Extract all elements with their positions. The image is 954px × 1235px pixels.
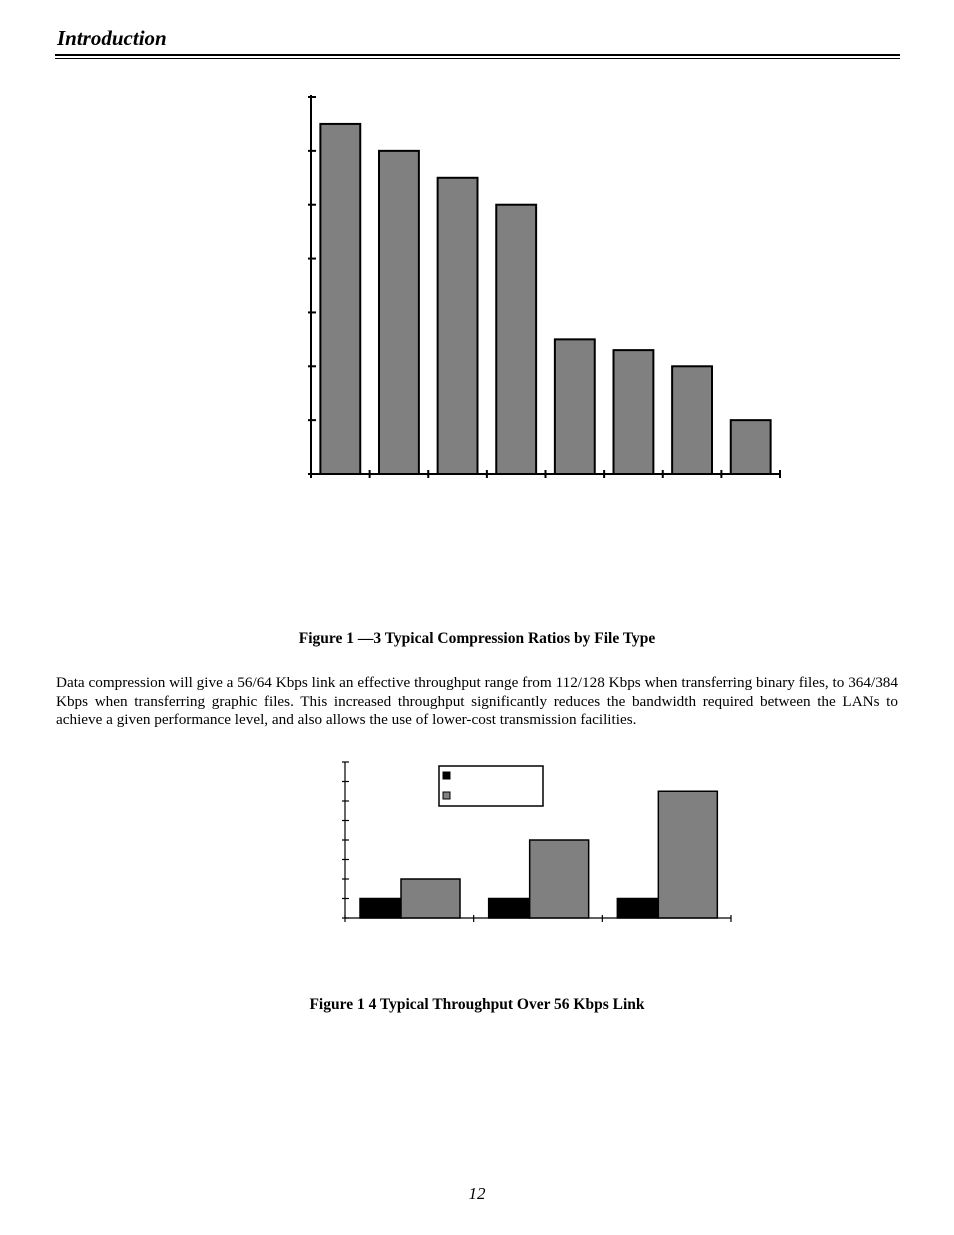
legend-swatch (443, 792, 450, 799)
bar (617, 899, 658, 919)
legend-box (439, 766, 543, 806)
legend-swatch (443, 772, 450, 779)
page-header-title: Introduction (57, 26, 167, 50)
bar (360, 899, 401, 919)
bar (489, 899, 530, 919)
bar (530, 840, 589, 918)
bar (401, 879, 460, 918)
bar (658, 791, 717, 918)
figure-1-4-caption: Figure 1 4 Typical Throughput Over 56 Kbps Link (309, 996, 645, 1013)
body-paragraph: Data compression will give a 56/64 Kbps link an effective throughput range from 112/128 Kbps when transferring binary files, to 364/384 Kbps when transferring graphic files. This increased throughput significantly reduces the bandwidth required between the LANs to achieve a given performance level, and also allows the use of lower-cost transmission facilities. (56, 674, 898, 728)
page-number: 12 (468, 1184, 486, 1203)
figure-1-3-caption: Figure 1 —3 Typical Compression Ratios by File Type (298, 630, 656, 647)
